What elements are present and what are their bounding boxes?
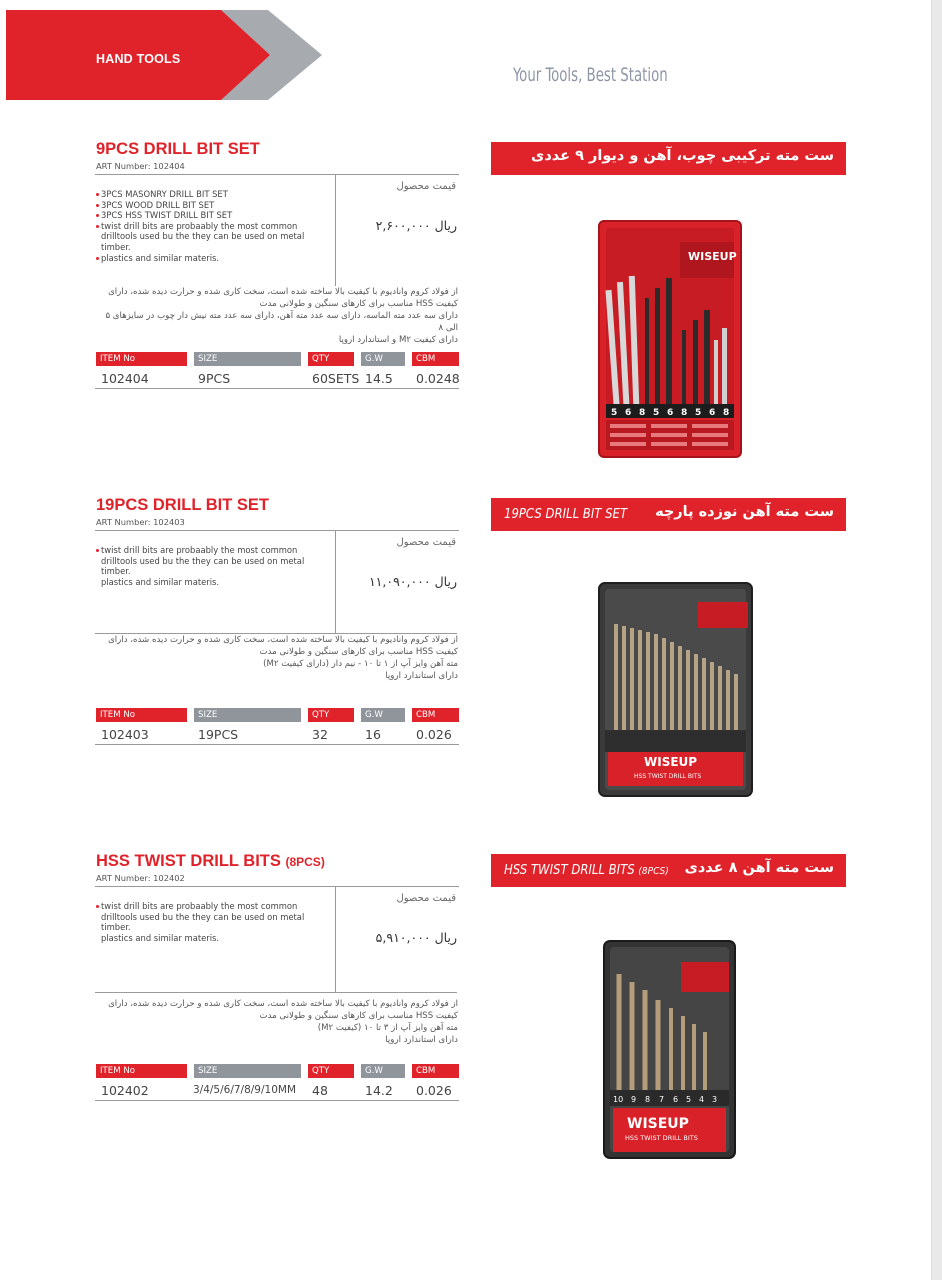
price-value: ۵,۹۱۰,۰۰۰ ریال (375, 930, 457, 945)
svg-text:7: 7 (659, 1095, 665, 1104)
page-edge (931, 0, 942, 1280)
box-label: HSS TWIST DRILL BITS (625, 1134, 698, 1142)
price-label: قیمت محصول (396, 893, 456, 904)
svg-text:6: 6 (673, 1095, 679, 1104)
spec-header-size: SIZE (194, 708, 301, 722)
feature-item: twist drill bits are probaably the most common drilltools used bu the they can be used on metal timber. (96, 221, 316, 253)
spec-item-no: 102404 (101, 371, 149, 386)
product-photo (598, 582, 754, 798)
divider (95, 992, 457, 993)
feature-item: plastics and similar materis. (96, 253, 316, 264)
spec-header-cbm: CBM (412, 708, 459, 722)
product-title-bar (491, 498, 846, 531)
divider (95, 388, 459, 389)
price-label: قیمت محصول (396, 181, 456, 192)
svg-text:6: 6 (625, 408, 632, 418)
box-label: HSS TWIST DRILL BITS (634, 773, 702, 780)
svg-text:4: 4 (699, 1095, 705, 1104)
divider (95, 530, 459, 531)
price-value: ۲,۶۰۰,۰۰۰ ریال (375, 218, 457, 233)
product-description (95, 286, 458, 346)
spec-item-no: 102403 (101, 727, 149, 742)
feature-item: 3PCS MASONRY DRILL BIT SET (96, 189, 316, 200)
spec-cbm: 0.026 (416, 727, 452, 742)
bar-title-fa: ست مته ترکیبی چوب، آهن و دیوار ۹ عددی (531, 148, 834, 164)
description-line: دارای سه عدد مته الماسه، دارای سه عدد مته آهن، دارای سه عدد مته نیش دار چوب در سایزهای ۵ (105, 311, 458, 321)
svg-text:8: 8 (639, 408, 646, 418)
spec-header-gw: G.W (361, 708, 405, 722)
svg-text:6: 6 (709, 408, 716, 418)
spec-qty: 32 (312, 727, 328, 742)
svg-text:9: 9 (631, 1095, 637, 1104)
feature-item: 3PCS WOOD DRILL BIT SET (96, 200, 316, 211)
feature-item: plastics and similar materis. (101, 932, 220, 943)
spec-qty: 48 (312, 1083, 328, 1098)
product-title-text: HSS TWIST DRILL BITS (96, 852, 281, 870)
description-line: دارای استاندارد اروپا (385, 1035, 458, 1045)
spec-header-item: ITEM No (96, 1064, 187, 1078)
divider (335, 886, 336, 992)
bar-title-en-text: HSS TWIST DRILL BITS (504, 863, 635, 878)
product-photo (598, 220, 743, 460)
svg-text:8: 8 (723, 408, 730, 418)
description-line: کیفیت HSS مناسب برای کارهای سنگین و طولانی مدت (259, 1011, 458, 1021)
bar-title-en: 19PCS DRILL BIT SET (504, 507, 628, 522)
feature-list (96, 189, 316, 263)
description-line: کیفیت HSS مناسب برای کارهای سنگین و طولانی مدت (259, 647, 458, 657)
spec-qty: 60SETS (312, 371, 360, 386)
spec-header-gw: G.W (361, 1064, 405, 1078)
description-line: مته آهن وایز آپ از ۱ تا ۱۰ - نیم دار (دارای کیفیت M۲) (263, 659, 458, 669)
feature-item: twist drill bits are probaably the most common drilltools used bu the they can be used on metal timber. (96, 545, 316, 577)
spec-header-cbm: CBM (412, 1064, 459, 1078)
divider (95, 744, 459, 745)
spec-size: 3/4/5/6/7/8/9/10MM (193, 1084, 297, 1096)
art-number: ART Number: 102403 (96, 517, 185, 527)
bar-title-en (504, 863, 669, 878)
box-numbers (611, 408, 729, 418)
bar-title-fa: ست مته آهن نوزده پارچه (655, 504, 834, 520)
price-value: ۱۱,۰۹۰,۰۰۰ ریال (368, 574, 457, 589)
svg-text:6: 6 (667, 408, 674, 418)
box-brand: WISEUP (627, 1116, 689, 1132)
svg-text:10: 10 (613, 1095, 624, 1104)
divider (95, 886, 459, 887)
spec-size: 9PCS (198, 371, 231, 386)
product-title (96, 852, 325, 871)
box-brand: WISEUP (644, 755, 698, 769)
spec-header-qty: QTY (308, 1064, 354, 1078)
feature-item: 3PCS HSS TWIST DRILL BIT SET (96, 210, 316, 221)
divider (95, 174, 459, 175)
svg-text:5: 5 (653, 408, 660, 418)
feature-item: plastics and similar materis. (101, 576, 220, 587)
art-number: ART Number: 102402 (96, 873, 185, 883)
product-title-bar (491, 854, 846, 887)
product-title-bar (491, 142, 846, 175)
bar-title-en-suffix: (8PCS) (638, 866, 669, 877)
feature-list (96, 901, 316, 943)
description-line: از فولاد کروم وانادیوم با کیفیت بالا ساخته شده است، سخت کاری شده و حرارت دیده شده، دارای (108, 287, 458, 297)
product-title: 9PCS DRILL BIT SET (96, 140, 260, 158)
slogan: Your Tools, Best Station (513, 64, 668, 86)
description-line: دارای استاندارد اروپا (385, 671, 458, 681)
svg-text:5: 5 (611, 408, 618, 418)
product-title: 19PCS DRILL BIT SET (96, 496, 269, 514)
description-line: کیفیت HSS مناسب برای کارهای سنگین و طولانی مدت (259, 299, 458, 309)
divider (335, 530, 336, 633)
price-label: قیمت محصول (396, 537, 456, 548)
bar-title-fa: ست مته آهن ۸ عددی (684, 860, 834, 876)
description-line: از فولاد کروم وانادیوم با کیفیت بالا ساخته شده است، سخت کاری شده و حرارت دیده شده، دارای (108, 635, 458, 645)
feature-list (96, 545, 316, 587)
description-line: الی ۸ (438, 323, 458, 333)
product-title-suffix: (8PCS) (285, 855, 325, 869)
svg-text:8: 8 (645, 1095, 651, 1104)
spec-header-qty: QTY (308, 352, 354, 366)
spec-header-qty: QTY (308, 708, 354, 722)
svg-text:5: 5 (695, 408, 702, 418)
category-label: HAND TOOLS (96, 52, 181, 66)
spec-gw: 14.5 (365, 371, 393, 386)
spec-header-size: SIZE (194, 1064, 301, 1078)
spec-header-gw: G.W (361, 352, 405, 366)
svg-text:5: 5 (686, 1095, 692, 1104)
description-line: دارای کیفیت M۲ و استاندارد اروپا (338, 335, 458, 345)
svg-text:8: 8 (681, 408, 688, 418)
description-line: مته آهن وایز آپ از ۳ تا ۱۰ (کیفیت M۲) (317, 1023, 458, 1033)
product-photo (603, 940, 737, 1160)
spec-header-size: SIZE (194, 352, 301, 366)
art-number: ART Number: 102404 (96, 161, 185, 171)
svg-text:3: 3 (712, 1095, 718, 1104)
divider (335, 174, 336, 286)
spec-cbm: 0.0248 (416, 371, 460, 386)
spec-gw: 14.2 (365, 1083, 393, 1098)
spec-header-item: ITEM No (96, 708, 187, 722)
spec-cbm: 0.026 (416, 1083, 452, 1098)
feature-item: twist drill bits are probaably the most common drilltools used bu the they can be used on metal timber. (96, 901, 316, 933)
product-description (95, 998, 458, 1046)
box-brand: WISEUP (688, 250, 737, 263)
spec-gw: 16 (365, 727, 381, 742)
divider (95, 1100, 459, 1101)
spec-header-item: ITEM No (96, 352, 187, 366)
spec-size: 19PCS (198, 727, 239, 742)
spec-header-cbm: CBM (412, 352, 459, 366)
description-line: از فولاد کروم وانادیوم با کیفیت بالا ساخته شده است، سخت کاری شده و حرارت دیده شده، دارای (108, 999, 458, 1009)
product-description (95, 634, 458, 682)
spec-item-no: 102402 (101, 1083, 149, 1098)
